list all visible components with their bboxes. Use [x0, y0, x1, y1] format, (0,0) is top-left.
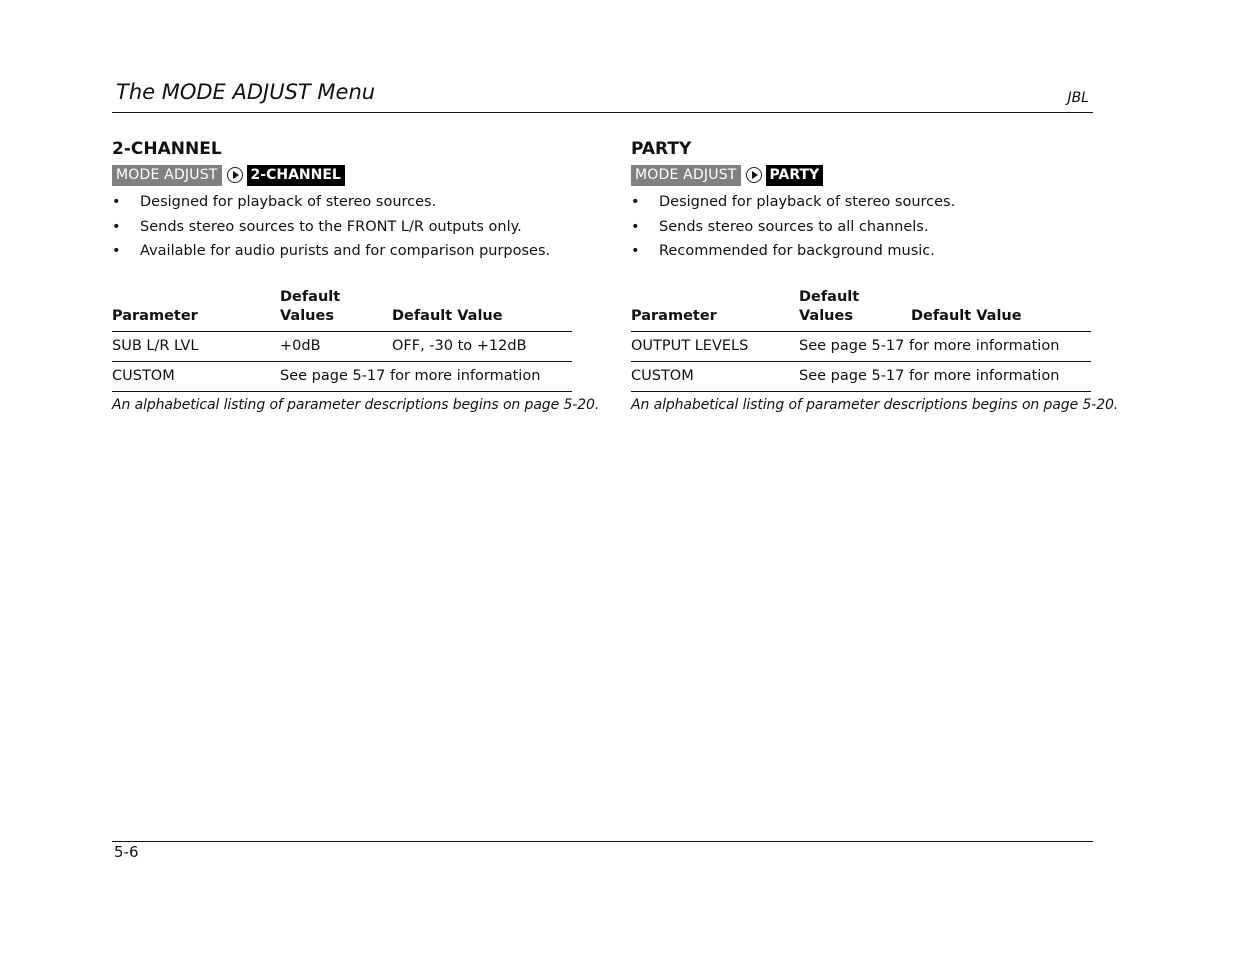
table-row — [112, 331, 572, 361]
arrow-right-icon — [746, 167, 762, 183]
cell-merged-info: See page 5-17 for more information — [799, 361, 1091, 391]
cell-parameter: SUB L/R LVL — [112, 331, 280, 361]
header-line: Values — [280, 307, 334, 324]
page-title: The MODE ADJUST Menu — [116, 80, 376, 104]
cell-parameter: CUSTOM — [112, 361, 280, 391]
list-item: • Sends stereo sources to the FRONT L/R outputs only. — [112, 215, 572, 240]
brand-label: JBL — [1067, 90, 1089, 106]
header-line: Default — [799, 288, 860, 305]
breadcrumb — [631, 163, 1091, 187]
table-row — [112, 361, 572, 391]
table-row — [631, 331, 1091, 361]
page-number: 5-6 — [114, 843, 139, 861]
breadcrumb-parent: MODE ADJUST — [631, 165, 741, 186]
column-header-default-value: Default Value — [392, 307, 503, 324]
column-header-default-values — [799, 288, 911, 332]
list-item: • Sends stereo sources to all channels. — [631, 215, 1091, 240]
footer-rule — [112, 841, 1093, 842]
breadcrumb-current: PARTY — [766, 165, 824, 186]
cell-parameter: CUSTOM — [631, 361, 799, 391]
cell-default-values: +0dB — [280, 331, 392, 361]
breadcrumb-current: 2-CHANNEL — [247, 165, 345, 186]
list-item: • Available for audio purists and for comparison purposes. — [112, 239, 572, 264]
cell-default-value: OFF, -30 to +12dB — [392, 331, 572, 361]
header-line: Values — [799, 307, 853, 324]
table-header-row — [112, 288, 572, 332]
footnote: An alphabetical listing of parameter descriptions begins on page 5-20. — [631, 396, 1119, 413]
section-title: PARTY — [631, 139, 692, 159]
section-party — [631, 138, 1119, 413]
breadcrumb-parent: MODE ADJUST — [112, 165, 222, 186]
table-header-row — [631, 288, 1091, 332]
list-item: • Designed for playback of stereo sources. — [112, 190, 572, 215]
column-header-parameter: Parameter — [631, 307, 717, 324]
cell-parameter: OUTPUT LEVELS — [631, 331, 799, 361]
list-item: • Recommended for background music. — [631, 239, 1091, 264]
header-rule — [112, 112, 1093, 113]
feature-list — [112, 190, 572, 264]
header-line: Default — [280, 288, 341, 305]
section-title: 2-CHANNEL — [112, 139, 222, 159]
parameter-table — [112, 288, 572, 392]
column-header-default-value: Default Value — [911, 307, 1022, 324]
column-header-default-values — [280, 288, 392, 332]
arrow-right-icon — [227, 167, 243, 183]
column-header-parameter: Parameter — [112, 307, 198, 324]
section-2-channel — [112, 138, 600, 413]
parameter-table — [631, 288, 1091, 392]
cell-merged-info: See page 5-17 for more information — [280, 361, 572, 391]
table-row — [631, 361, 1091, 391]
cell-merged-info: See page 5-17 for more information — [799, 331, 1091, 361]
list-item: • Designed for playback of stereo sources. — [631, 190, 1091, 215]
footnote: An alphabetical listing of parameter descriptions begins on page 5-20. — [112, 396, 600, 413]
feature-list — [631, 190, 1091, 264]
breadcrumb — [112, 163, 572, 187]
